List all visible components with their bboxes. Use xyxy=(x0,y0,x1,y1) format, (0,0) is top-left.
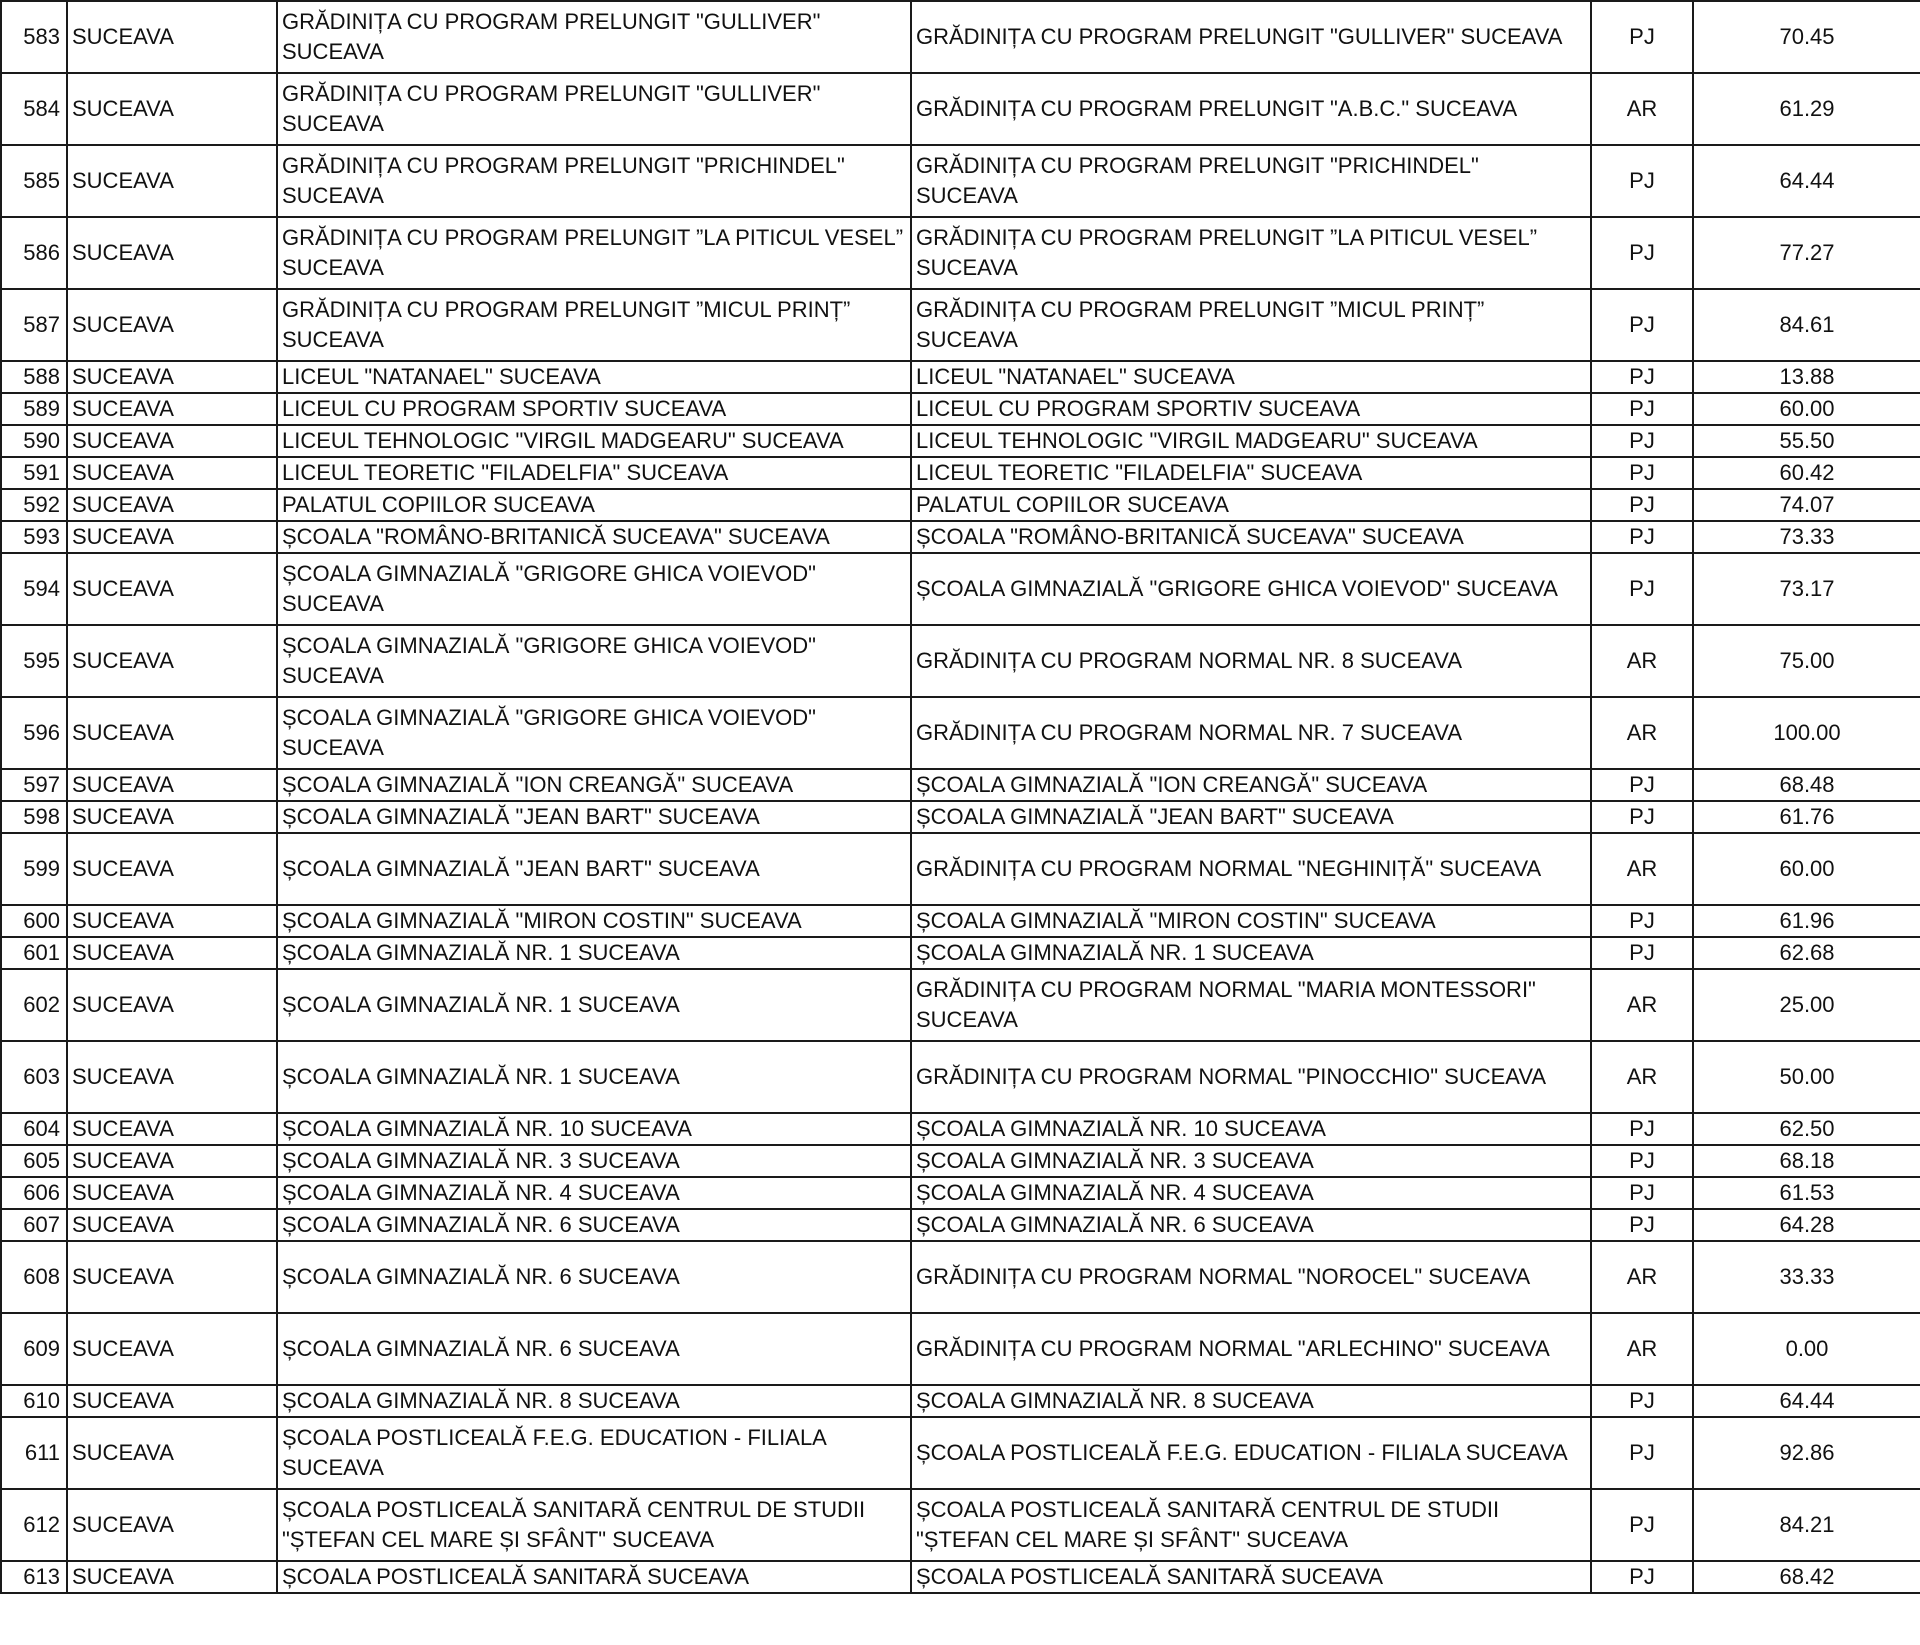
county-cell: SUCEAVA xyxy=(67,625,277,697)
table-row xyxy=(1,73,1920,145)
type-cell: PJ xyxy=(1591,145,1693,217)
unit-name-cell: ȘCOALA GIMNAZIALĂ NR. 3 SUCEAVA xyxy=(277,1145,911,1177)
row-number-cell: 585 xyxy=(1,145,67,217)
county-cell: SUCEAVA xyxy=(67,1241,277,1313)
county-cell: SUCEAVA xyxy=(67,905,277,937)
row-number-cell: 584 xyxy=(1,73,67,145)
type-cell: PJ xyxy=(1591,1489,1693,1561)
table-row xyxy=(1,833,1920,905)
structure-name-cell: GRĂDINIȚA CU PROGRAM NORMAL "MARIA MONTESSORI" SUCEAVA xyxy=(911,969,1591,1041)
score-cell: 61.76 xyxy=(1693,801,1920,833)
unit-name-cell: ȘCOALA GIMNAZIALĂ NR. 6 SUCEAVA xyxy=(277,1209,911,1241)
structure-name-cell: ȘCOALA POSTLICEALĂ F.E.G. EDUCATION - FILIALA SUCEAVA xyxy=(911,1417,1591,1489)
structure-name-cell: GRĂDINIȚA CU PROGRAM NORMAL NR. 8 SUCEAVA xyxy=(911,625,1591,697)
table-row xyxy=(1,1417,1920,1489)
structure-name-cell: GRĂDINIȚA CU PROGRAM PRELUNGIT ”LA PITICUL VESEL” SUCEAVA xyxy=(911,217,1591,289)
type-cell: PJ xyxy=(1591,457,1693,489)
unit-name-cell: ȘCOALA GIMNAZIALĂ NR. 4 SUCEAVA xyxy=(277,1177,911,1209)
score-cell: 74.07 xyxy=(1693,489,1920,521)
table-body xyxy=(1,1,1920,1593)
type-cell: PJ xyxy=(1591,1113,1693,1145)
type-cell: PJ xyxy=(1591,489,1693,521)
type-cell: AR xyxy=(1591,625,1693,697)
table-row xyxy=(1,801,1920,833)
type-cell: PJ xyxy=(1591,289,1693,361)
score-cell: 68.48 xyxy=(1693,769,1920,801)
table-row xyxy=(1,289,1920,361)
type-cell: PJ xyxy=(1591,393,1693,425)
county-cell: SUCEAVA xyxy=(67,833,277,905)
row-number-cell: 588 xyxy=(1,361,67,393)
unit-name-cell: ȘCOALA GIMNAZIALĂ NR. 6 SUCEAVA xyxy=(277,1241,911,1313)
county-cell: SUCEAVA xyxy=(67,1113,277,1145)
county-cell: SUCEAVA xyxy=(67,521,277,553)
unit-name-cell: ȘCOALA GIMNAZIALĂ NR. 1 SUCEAVA xyxy=(277,937,911,969)
unit-name-cell: LICEUL CU PROGRAM SPORTIV SUCEAVA xyxy=(277,393,911,425)
table-row xyxy=(1,393,1920,425)
unit-name-cell: GRĂDINIȚA CU PROGRAM PRELUNGIT ”MICUL PRINȚ” SUCEAVA xyxy=(277,289,911,361)
type-cell: PJ xyxy=(1591,1145,1693,1177)
table-row xyxy=(1,553,1920,625)
structure-name-cell: LICEUL TEORETIC "FILADELFIA" SUCEAVA xyxy=(911,457,1591,489)
county-cell: SUCEAVA xyxy=(67,1041,277,1113)
row-number-cell: 604 xyxy=(1,1113,67,1145)
county-cell: SUCEAVA xyxy=(67,769,277,801)
unit-name-cell: ȘCOALA POSTLICEALĂ SANITARĂ SUCEAVA xyxy=(277,1561,911,1593)
unit-name-cell: ȘCOALA GIMNAZIALĂ "JEAN BART" SUCEAVA xyxy=(277,833,911,905)
table-row xyxy=(1,361,1920,393)
type-cell: PJ xyxy=(1591,361,1693,393)
county-cell: SUCEAVA xyxy=(67,1561,277,1593)
score-cell: 64.44 xyxy=(1693,1385,1920,1417)
structure-name-cell: GRĂDINIȚA CU PROGRAM NORMAL "NOROCEL" SUCEAVA xyxy=(911,1241,1591,1313)
score-cell: 60.00 xyxy=(1693,833,1920,905)
row-number-cell: 610 xyxy=(1,1385,67,1417)
structure-name-cell: GRĂDINIȚA CU PROGRAM PRELUNGIT "A.B.C." SUCEAVA xyxy=(911,73,1591,145)
row-number-cell: 601 xyxy=(1,937,67,969)
score-cell: 68.42 xyxy=(1693,1561,1920,1593)
table-row xyxy=(1,1385,1920,1417)
row-number-cell: 612 xyxy=(1,1489,67,1561)
type-cell: PJ xyxy=(1591,1561,1693,1593)
score-cell: 62.50 xyxy=(1693,1113,1920,1145)
table-row xyxy=(1,1113,1920,1145)
score-cell: 75.00 xyxy=(1693,625,1920,697)
county-cell: SUCEAVA xyxy=(67,1209,277,1241)
county-cell: SUCEAVA xyxy=(67,217,277,289)
type-cell: PJ xyxy=(1591,217,1693,289)
type-cell: PJ xyxy=(1591,1385,1693,1417)
score-cell: 0.00 xyxy=(1693,1313,1920,1385)
type-cell: PJ xyxy=(1591,937,1693,969)
table-row xyxy=(1,1561,1920,1593)
score-cell: 84.21 xyxy=(1693,1489,1920,1561)
type-cell: PJ xyxy=(1591,1177,1693,1209)
unit-name-cell: PALATUL COPIILOR SUCEAVA xyxy=(277,489,911,521)
type-cell: PJ xyxy=(1591,905,1693,937)
structure-name-cell: GRĂDINIȚA CU PROGRAM NORMAL "ARLECHINO" SUCEAVA xyxy=(911,1313,1591,1385)
row-number-cell: 602 xyxy=(1,969,67,1041)
row-number-cell: 599 xyxy=(1,833,67,905)
unit-name-cell: ȘCOALA POSTLICEALĂ F.E.G. EDUCATION - FILIALA SUCEAVA xyxy=(277,1417,911,1489)
row-number-cell: 583 xyxy=(1,1,67,73)
table-row xyxy=(1,969,1920,1041)
table-row xyxy=(1,425,1920,457)
unit-name-cell: ȘCOALA GIMNAZIALĂ "GRIGORE GHICA VOIEVOD" SUCEAVA xyxy=(277,553,911,625)
county-cell: SUCEAVA xyxy=(67,361,277,393)
score-cell: 73.17 xyxy=(1693,553,1920,625)
type-cell: AR xyxy=(1591,697,1693,769)
table-row xyxy=(1,697,1920,769)
table-row xyxy=(1,521,1920,553)
score-cell: 64.44 xyxy=(1693,145,1920,217)
structure-name-cell: PALATUL COPIILOR SUCEAVA xyxy=(911,489,1591,521)
type-cell: PJ xyxy=(1591,801,1693,833)
score-cell: 70.45 xyxy=(1693,1,1920,73)
structure-name-cell: ȘCOALA GIMNAZIALĂ NR. 6 SUCEAVA xyxy=(911,1209,1591,1241)
table-row xyxy=(1,489,1920,521)
structure-name-cell: ȘCOALA GIMNAZIALĂ NR. 1 SUCEAVA xyxy=(911,937,1591,969)
county-cell: SUCEAVA xyxy=(67,145,277,217)
type-cell: PJ xyxy=(1591,553,1693,625)
row-number-cell: 613 xyxy=(1,1561,67,1593)
row-number-cell: 609 xyxy=(1,1313,67,1385)
score-cell: 13.88 xyxy=(1693,361,1920,393)
unit-name-cell: LICEUL TEORETIC "FILADELFIA" SUCEAVA xyxy=(277,457,911,489)
county-cell: SUCEAVA xyxy=(67,937,277,969)
type-cell: PJ xyxy=(1591,1,1693,73)
score-cell: 60.42 xyxy=(1693,457,1920,489)
structure-name-cell: ȘCOALA GIMNAZIALĂ NR. 3 SUCEAVA xyxy=(911,1145,1591,1177)
type-cell: PJ xyxy=(1591,1417,1693,1489)
row-number-cell: 589 xyxy=(1,393,67,425)
structure-name-cell: LICEUL "NATANAEL" SUCEAVA xyxy=(911,361,1591,393)
structure-name-cell: GRĂDINIȚA CU PROGRAM PRELUNGIT "PRICHINDEL" SUCEAVA xyxy=(911,145,1591,217)
row-number-cell: 606 xyxy=(1,1177,67,1209)
table-row xyxy=(1,1,1920,73)
unit-name-cell: LICEUL TEHNOLOGIC "VIRGIL MADGEARU" SUCEAVA xyxy=(277,425,911,457)
structure-name-cell: ȘCOALA GIMNAZIALĂ "GRIGORE GHICA VOIEVOD" SUCEAVA xyxy=(911,553,1591,625)
score-cell: 62.68 xyxy=(1693,937,1920,969)
county-cell: SUCEAVA xyxy=(67,393,277,425)
unit-name-cell: ȘCOALA GIMNAZIALĂ "GRIGORE GHICA VOIEVOD" SUCEAVA xyxy=(277,697,911,769)
row-number-cell: 593 xyxy=(1,521,67,553)
unit-name-cell: ȘCOALA GIMNAZIALĂ NR. 1 SUCEAVA xyxy=(277,969,911,1041)
structure-name-cell: GRĂDINIȚA CU PROGRAM NORMAL NR. 7 SUCEAVA xyxy=(911,697,1591,769)
unit-name-cell: GRĂDINIȚA CU PROGRAM PRELUNGIT "PRICHINDEL" SUCEAVA xyxy=(277,145,911,217)
unit-name-cell: GRĂDINIȚA CU PROGRAM PRELUNGIT "GULLIVER" SUCEAVA xyxy=(277,1,911,73)
structure-name-cell: ȘCOALA GIMNAZIALĂ NR. 10 SUCEAVA xyxy=(911,1113,1591,1145)
table-row xyxy=(1,625,1920,697)
county-cell: SUCEAVA xyxy=(67,1145,277,1177)
type-cell: AR xyxy=(1591,833,1693,905)
table-row xyxy=(1,905,1920,937)
score-cell: 61.29 xyxy=(1693,73,1920,145)
unit-name-cell: ȘCOALA GIMNAZIALĂ "MIRON COSTIN" SUCEAVA xyxy=(277,905,911,937)
unit-name-cell: ȘCOALA GIMNAZIALĂ "JEAN BART" SUCEAVA xyxy=(277,801,911,833)
score-cell: 50.00 xyxy=(1693,1041,1920,1113)
county-cell: SUCEAVA xyxy=(67,1417,277,1489)
row-number-cell: 596 xyxy=(1,697,67,769)
table-row xyxy=(1,1177,1920,1209)
county-cell: SUCEAVA xyxy=(67,1177,277,1209)
score-cell: 73.33 xyxy=(1693,521,1920,553)
score-cell: 77.27 xyxy=(1693,217,1920,289)
score-cell: 61.53 xyxy=(1693,1177,1920,1209)
unit-name-cell: ȘCOALA GIMNAZIALĂ NR. 1 SUCEAVA xyxy=(277,1041,911,1113)
county-cell: SUCEAVA xyxy=(67,1489,277,1561)
unit-name-cell: ȘCOALA GIMNAZIALĂ "GRIGORE GHICA VOIEVOD" SUCEAVA xyxy=(277,625,911,697)
table-row xyxy=(1,937,1920,969)
structure-name-cell: LICEUL TEHNOLOGIC "VIRGIL MADGEARU" SUCEAVA xyxy=(911,425,1591,457)
structure-name-cell: ȘCOALA "ROMÂNO-BRITANICĂ SUCEAVA" SUCEAVA xyxy=(911,521,1591,553)
table-row xyxy=(1,1489,1920,1561)
county-cell: SUCEAVA xyxy=(67,457,277,489)
row-number-cell: 607 xyxy=(1,1209,67,1241)
type-cell: AR xyxy=(1591,1313,1693,1385)
row-number-cell: 600 xyxy=(1,905,67,937)
county-cell: SUCEAVA xyxy=(67,1385,277,1417)
structure-name-cell: ȘCOALA GIMNAZIALĂ "ION CREANGĂ" SUCEAVA xyxy=(911,769,1591,801)
score-cell: 25.00 xyxy=(1693,969,1920,1041)
unit-name-cell: ȘCOALA GIMNAZIALĂ NR. 6 SUCEAVA xyxy=(277,1313,911,1385)
county-cell: SUCEAVA xyxy=(67,697,277,769)
row-number-cell: 605 xyxy=(1,1145,67,1177)
table-row xyxy=(1,1241,1920,1313)
county-cell: SUCEAVA xyxy=(67,1313,277,1385)
structure-name-cell: GRĂDINIȚA CU PROGRAM PRELUNGIT ”MICUL PRINȚ” SUCEAVA xyxy=(911,289,1591,361)
table-row xyxy=(1,1313,1920,1385)
type-cell: AR xyxy=(1591,1241,1693,1313)
unit-name-cell: GRĂDINIȚA CU PROGRAM PRELUNGIT ”LA PITICUL VESEL” SUCEAVA xyxy=(277,217,911,289)
county-cell: SUCEAVA xyxy=(67,969,277,1041)
score-cell: 68.18 xyxy=(1693,1145,1920,1177)
type-cell: AR xyxy=(1591,1041,1693,1113)
row-number-cell: 586 xyxy=(1,217,67,289)
structure-name-cell: ȘCOALA POSTLICEALĂ SANITARĂ CENTRUL DE STUDII "ȘTEFAN CEL MARE ȘI SFÂNT" SUCEAVA xyxy=(911,1489,1591,1561)
table-row xyxy=(1,217,1920,289)
row-number-cell: 594 xyxy=(1,553,67,625)
structure-name-cell: ȘCOALA GIMNAZIALĂ "MIRON COSTIN" SUCEAVA xyxy=(911,905,1591,937)
type-cell: PJ xyxy=(1591,769,1693,801)
score-cell: 60.00 xyxy=(1693,393,1920,425)
structure-name-cell: ȘCOALA GIMNAZIALĂ "JEAN BART" SUCEAVA xyxy=(911,801,1591,833)
row-number-cell: 611 xyxy=(1,1417,67,1489)
score-cell: 84.61 xyxy=(1693,289,1920,361)
unit-name-cell: ȘCOALA "ROMÂNO-BRITANICĂ SUCEAVA" SUCEAVA xyxy=(277,521,911,553)
row-number-cell: 590 xyxy=(1,425,67,457)
type-cell: PJ xyxy=(1591,425,1693,457)
score-cell: 92.86 xyxy=(1693,1417,1920,1489)
county-cell: SUCEAVA xyxy=(67,73,277,145)
row-number-cell: 595 xyxy=(1,625,67,697)
unit-name-cell: LICEUL "NATANAEL" SUCEAVA xyxy=(277,361,911,393)
structure-name-cell: LICEUL CU PROGRAM SPORTIV SUCEAVA xyxy=(911,393,1591,425)
row-number-cell: 592 xyxy=(1,489,67,521)
county-cell: SUCEAVA xyxy=(67,553,277,625)
county-cell: SUCEAVA xyxy=(67,425,277,457)
type-cell: PJ xyxy=(1591,521,1693,553)
unit-name-cell: ȘCOALA POSTLICEALĂ SANITARĂ CENTRUL DE STUDII "ȘTEFAN CEL MARE ȘI SFÂNT" SUCEAVA xyxy=(277,1489,911,1561)
structure-name-cell: GRĂDINIȚA CU PROGRAM PRELUNGIT "GULLIVER" SUCEAVA xyxy=(911,1,1591,73)
structure-name-cell: GRĂDINIȚA CU PROGRAM NORMAL "PINOCCHIO" SUCEAVA xyxy=(911,1041,1591,1113)
county-cell: SUCEAVA xyxy=(67,289,277,361)
row-number-cell: 598 xyxy=(1,801,67,833)
table-row xyxy=(1,1041,1920,1113)
type-cell: PJ xyxy=(1591,1209,1693,1241)
unit-name-cell: ȘCOALA GIMNAZIALĂ NR. 10 SUCEAVA xyxy=(277,1113,911,1145)
structure-name-cell: ȘCOALA POSTLICEALĂ SANITARĂ SUCEAVA xyxy=(911,1561,1591,1593)
county-cell: SUCEAVA xyxy=(67,801,277,833)
table-row xyxy=(1,1209,1920,1241)
county-cell: SUCEAVA xyxy=(67,1,277,73)
table-row xyxy=(1,145,1920,217)
county-cell: SUCEAVA xyxy=(67,489,277,521)
row-number-cell: 587 xyxy=(1,289,67,361)
unit-name-cell: ȘCOALA GIMNAZIALĂ "ION CREANGĂ" SUCEAVA xyxy=(277,769,911,801)
structure-name-cell: GRĂDINIȚA CU PROGRAM NORMAL "NEGHINIȚĂ" SUCEAVA xyxy=(911,833,1591,905)
table-row xyxy=(1,1145,1920,1177)
score-cell: 55.50 xyxy=(1693,425,1920,457)
structure-name-cell: ȘCOALA GIMNAZIALĂ NR. 4 SUCEAVA xyxy=(911,1177,1591,1209)
type-cell: AR xyxy=(1591,73,1693,145)
row-number-cell: 603 xyxy=(1,1041,67,1113)
unit-name-cell: ȘCOALA GIMNAZIALĂ NR. 8 SUCEAVA xyxy=(277,1385,911,1417)
table-row xyxy=(1,769,1920,801)
score-cell: 33.33 xyxy=(1693,1241,1920,1313)
row-number-cell: 608 xyxy=(1,1241,67,1313)
type-cell: AR xyxy=(1591,969,1693,1041)
unit-name-cell: GRĂDINIȚA CU PROGRAM PRELUNGIT "GULLIVER" SUCEAVA xyxy=(277,73,911,145)
row-number-cell: 597 xyxy=(1,769,67,801)
structure-name-cell: ȘCOALA GIMNAZIALĂ NR. 8 SUCEAVA xyxy=(911,1385,1591,1417)
score-cell: 64.28 xyxy=(1693,1209,1920,1241)
score-cell: 61.96 xyxy=(1693,905,1920,937)
table-row xyxy=(1,457,1920,489)
score-cell: 100.00 xyxy=(1693,697,1920,769)
row-number-cell: 591 xyxy=(1,457,67,489)
